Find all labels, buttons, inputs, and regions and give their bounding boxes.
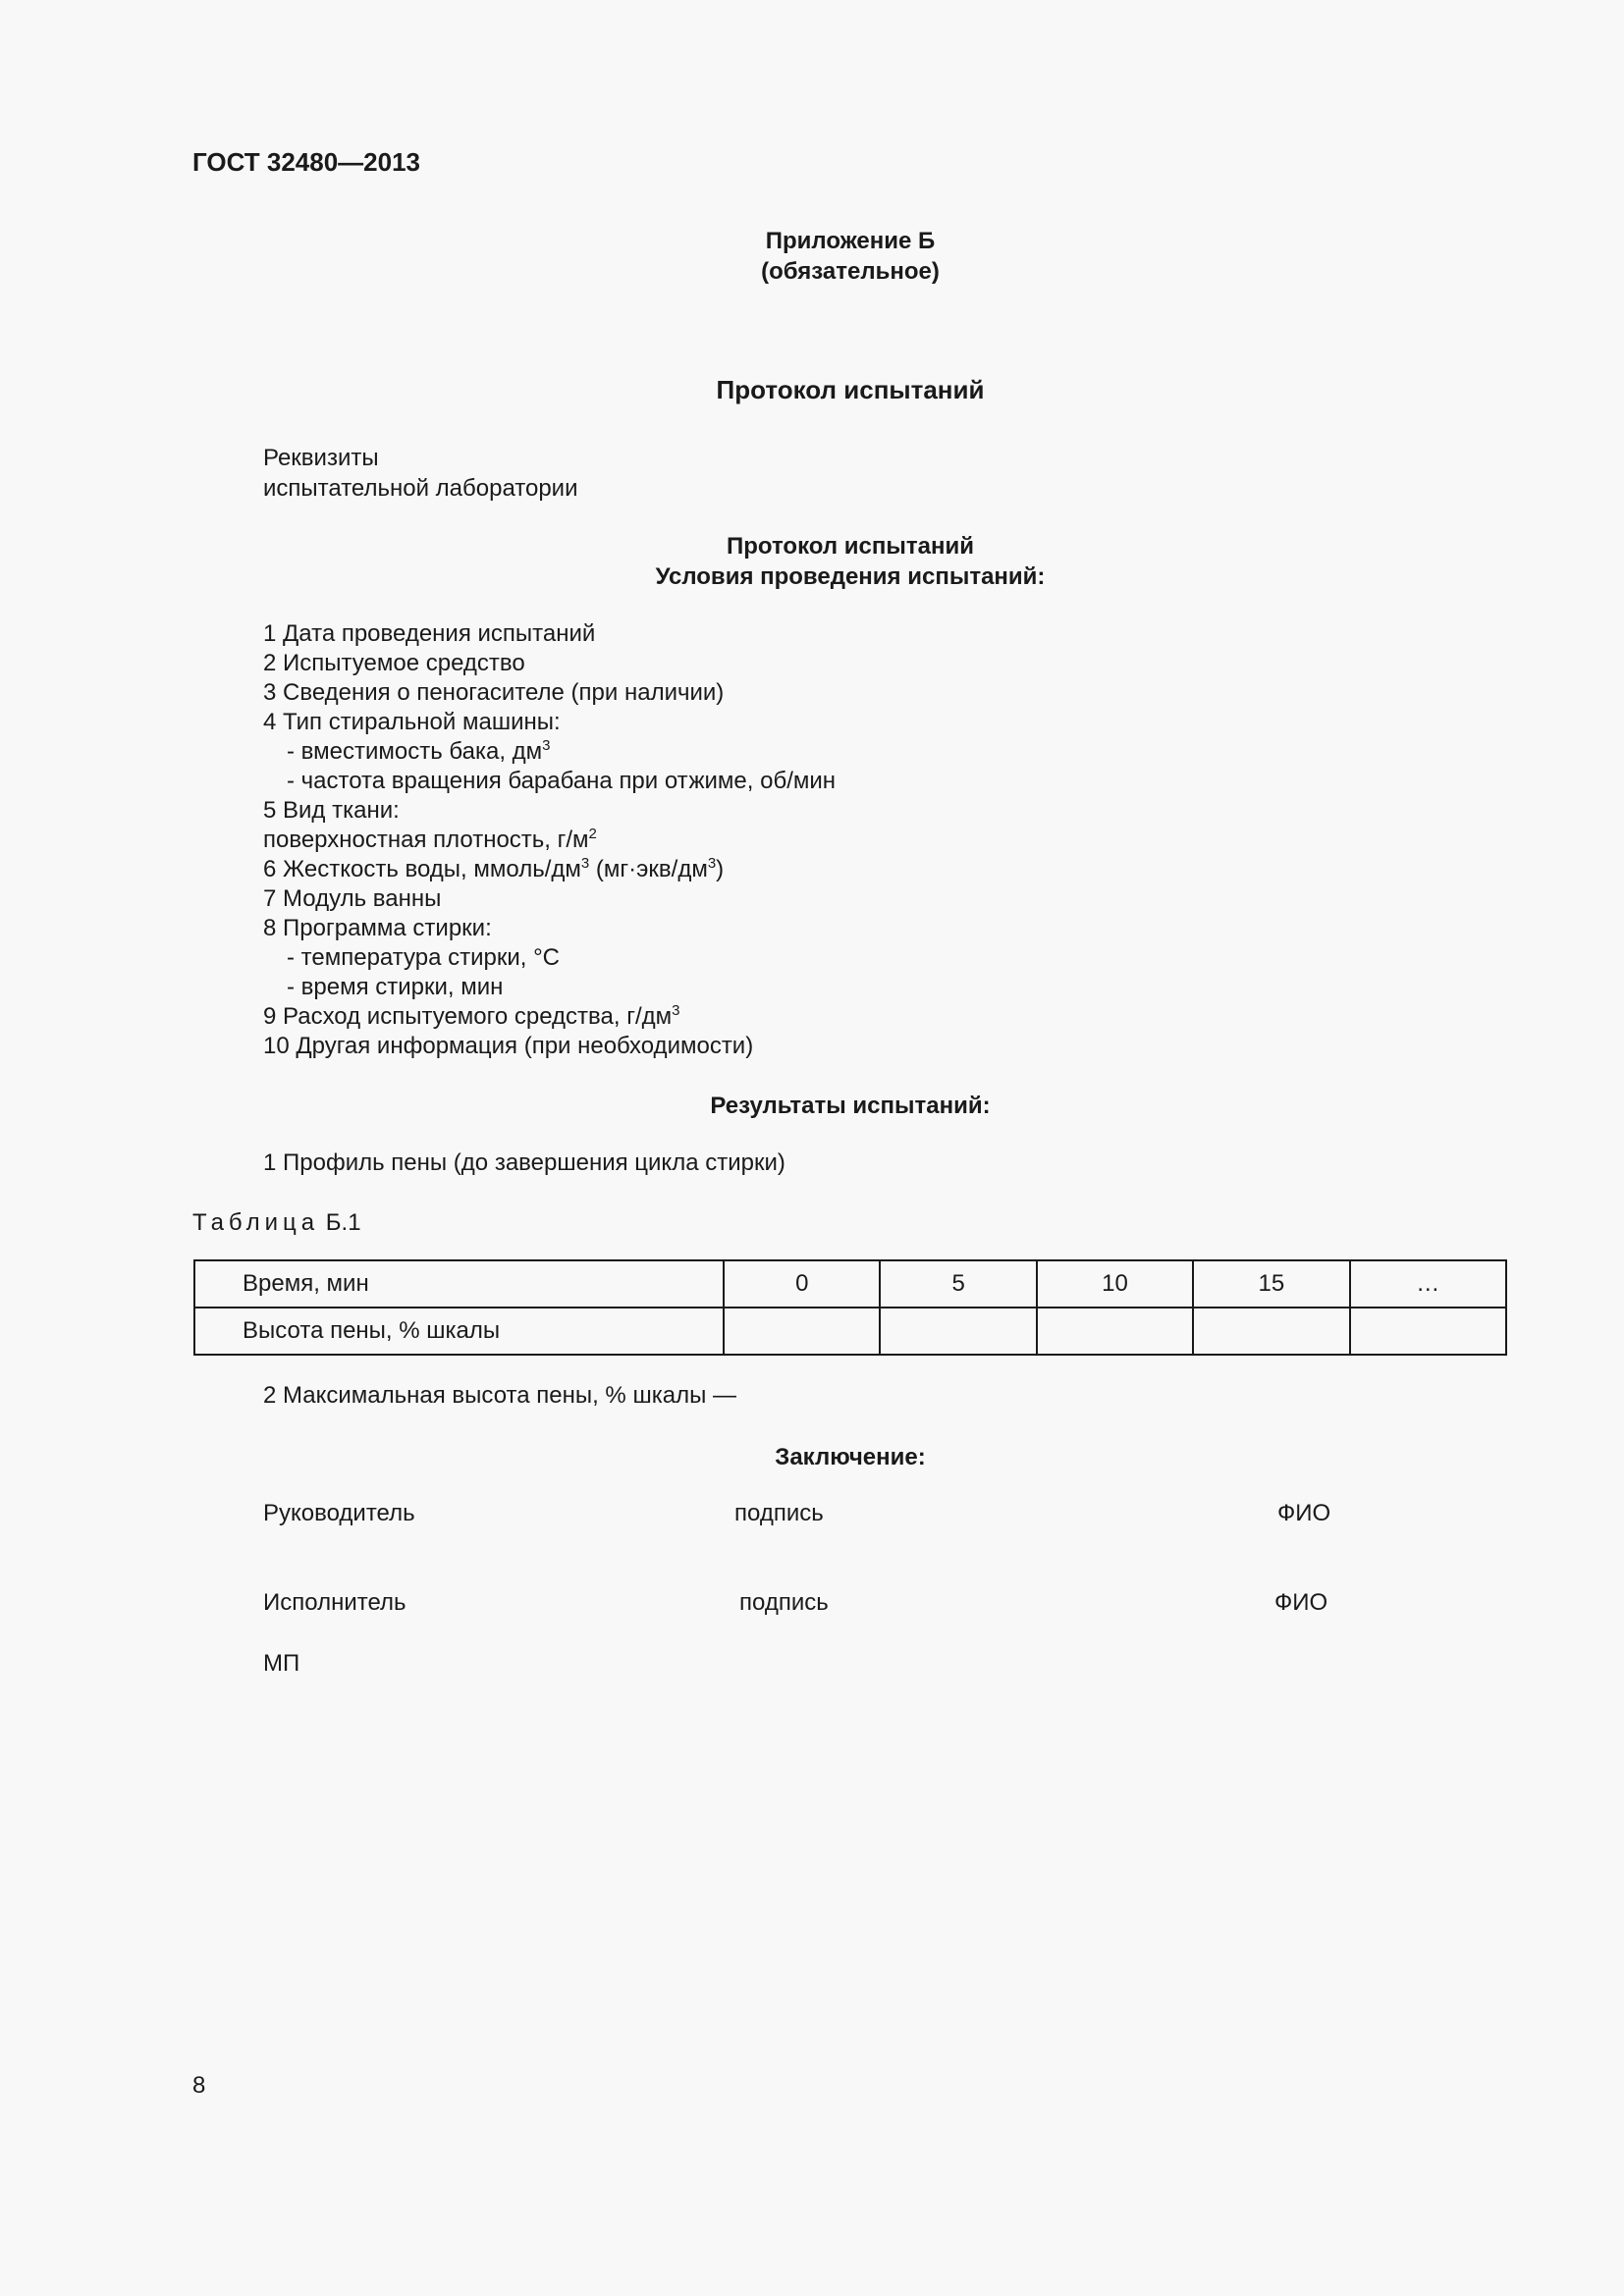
condition-text: поверхностная плотность, г/м [263,827,589,853]
table-cell: … [1350,1260,1506,1308]
page-title: Протокол испытаний [716,375,985,404]
condition-text: ) [716,856,725,882]
executor-name-field: ФИО [1274,1589,1328,1616]
table-row-label: Время, мин [194,1260,724,1308]
annex-status: (обязательное) [761,258,940,285]
lab-requisites [263,443,578,504]
condition-item [263,1002,836,1032]
results-title: Результаты испытаний: [710,1093,991,1119]
page-number: 8 [192,2072,206,2099]
conditions-list [263,619,836,1061]
document-code: ГОСТ 32480—2013 [192,147,420,177]
condition-text: (мг·экв/дм [589,856,708,882]
annex-heading [556,226,1145,287]
conclusion-title: Заключение: [775,1444,926,1470]
superscript: 2 [588,826,597,842]
superscript: 3 [672,1002,680,1019]
head-name-field: ФИО [1277,1500,1331,1526]
table-row [194,1260,1506,1308]
lab-requisites-line2: испытательной лаборатории [263,475,578,502]
superscript: 3 [580,855,590,872]
table-cell: 0 [724,1260,880,1308]
table-row [194,1308,1506,1355]
condition-item: 1 Дата проведения испытаний [263,620,596,647]
condition-subitem: - время стирки, мин [287,974,504,1000]
condition-text: 9 Расход испытуемого средства, г/дм [263,1003,673,1030]
protocol-heading [556,531,1145,592]
executor-signature-field: подпись [739,1589,829,1616]
table-caption [192,1209,361,1237]
superscript: 3 [542,737,551,754]
condition-item: 7 Модуль ванны [263,885,442,912]
executor-role-label: Исполнитель [263,1589,406,1616]
annex-title: Приложение Б [765,228,936,254]
superscript: 3 [707,855,717,872]
table-cell: 15 [1193,1260,1349,1308]
lab-requisites-line1: Реквизиты [263,445,379,471]
condition-subitem [263,737,836,767]
table-row-label: Высота пены, % шкалы [194,1308,724,1355]
condition-text: - вместимость бака, дм [287,738,543,765]
condition-item: 5 Вид ткани: [263,797,400,824]
protocol-title: Протокол испытаний [727,533,974,560]
condition-item: 2 Испытуемое средство [263,650,525,676]
table-cell [724,1308,880,1355]
condition-subitem: - температура стирки, °С [287,944,561,971]
condition-item: 10 Другая информация (при необходимости) [263,1033,754,1059]
head-role-label: Руководитель [263,1500,415,1526]
conditions-title: Условия проведения испытаний: [655,563,1046,590]
condition-item: 4 Тип стиральной машины: [263,709,561,735]
results-item: 1 Профиль пены (до завершения цикла стирки) [263,1149,785,1176]
condition-text: 6 Жесткость воды, ммоль/дм [263,856,581,882]
condition-item [263,855,836,884]
head-signature-field: подпись [734,1500,824,1526]
foam-profile-table [193,1259,1507,1356]
table-cell: 5 [880,1260,1036,1308]
table-cell [1193,1308,1349,1355]
max-foam-item: 2 Максимальная высота пены, % шкалы — [263,1382,736,1409]
table-cell [1350,1308,1506,1355]
table-cell: 10 [1037,1260,1193,1308]
condition-subitem [263,826,836,855]
condition-item: 3 Сведения о пеногасителе (при наличии) [263,679,725,706]
condition-item: 8 Программа стирки: [263,915,492,941]
table-caption-number: Б.1 [319,1209,361,1236]
table-cell [1037,1308,1193,1355]
table-caption-word: Таблица [192,1209,320,1236]
table-cell [880,1308,1036,1355]
stamp-place: МП [263,1650,300,1677]
condition-subitem: - частота вращения барабана при отжиме, об/мин [287,768,837,794]
